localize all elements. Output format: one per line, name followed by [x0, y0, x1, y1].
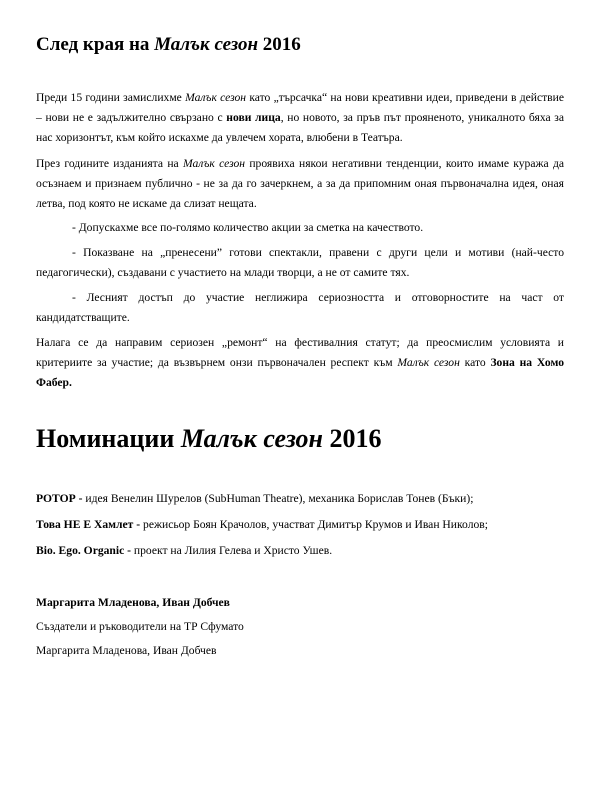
nomination-item: [36, 544, 332, 557]
bold-run: Зона на Хомо Фабер.: [36, 356, 565, 389]
signature-role: Създатели и ръководители на ТР Сфумато: [36, 620, 244, 633]
title-italic: Малък сезон: [154, 34, 259, 55]
italic-run: Малък сезон: [185, 91, 247, 104]
bullet-transferred: - Показване на „пренесени” готови спектакли, правени с други цели и мотиви (най-често педагогически), създавани с участието на млади творци, а не от самите тях.: [36, 246, 564, 279]
nomination-item: [36, 518, 488, 531]
text-run: През годините изданията на: [36, 157, 183, 170]
text-run: Налага се да направим сериозен „ремонт“ на фестивалния статут; да преосмислим условията и критериите за участие; да възвърнем онзи първоначален респект към: [36, 336, 564, 369]
nomination-desc: идея Венелин Шурелов (SubHuman Theatre), механика Борислав Тонев (Бъки);: [85, 492, 474, 505]
text-run: като: [459, 356, 491, 369]
title-suffix: 2016: [258, 34, 301, 55]
nomination-desc: режисьор Боян Крачолов, участват Димитър Крумов и Иван Николов;: [143, 518, 488, 531]
italic-run: Малък сезон: [397, 356, 460, 369]
paragraph-tendencies: [36, 154, 564, 214]
text-run: като „търсачка“ на нови креативни идеи, приведени в действие – нови не е задължително свързано с: [36, 91, 564, 124]
section-title-nominations: [36, 424, 381, 454]
nomination-name: РОТОР -: [36, 492, 86, 505]
text-run: Преди 15 години замислихме: [36, 91, 186, 104]
title-italic: Малък сезон: [180, 424, 323, 453]
nomination-item: [36, 492, 473, 505]
text-run: проявиха някои негативни тенденции, които имаме куража да осъзнаем и признаем публично - не за да го зачеркнем, а за да припомним оная първоначална идея, оная летва, под която не искаме да слизат нещата.: [36, 157, 564, 210]
paragraph-intro: [36, 88, 564, 148]
bold-run: нови лица: [226, 111, 281, 124]
section-title-after-season: [36, 34, 301, 56]
bullet-easy-access: - Лесният достъп до участие неглижира сериозността и отговорностите на част от кандидатстващите.: [36, 291, 564, 324]
italic-run: Малък сезон: [183, 157, 246, 170]
nomination-name: Bio. Ego. Organic -: [36, 544, 134, 557]
nomination-name: Това НЕ Е Хамлет -: [36, 518, 144, 531]
paragraph-repair: [36, 333, 564, 393]
title-prefix: След края на: [36, 34, 155, 55]
signature-names: Маргарита Младенова, Иван Добчев: [36, 644, 217, 657]
signature-names-bold: Маргарита Младенова, Иван Добчев: [36, 596, 230, 609]
title-prefix: Номинации: [36, 424, 181, 453]
bullet-quantity: - Допускахме все по-голямо количество акции за сметка на качеството.: [72, 221, 424, 234]
title-suffix: 2016: [322, 424, 382, 453]
text-run: , но новото, за пръв път прояненото, уникалното бяха за нас хоризонтът, към който искахме да увлечем хората, влюбени в Театъра.: [36, 111, 564, 144]
nomination-desc: проект на Лилия Гелева и Христо Ушев.: [133, 544, 333, 557]
